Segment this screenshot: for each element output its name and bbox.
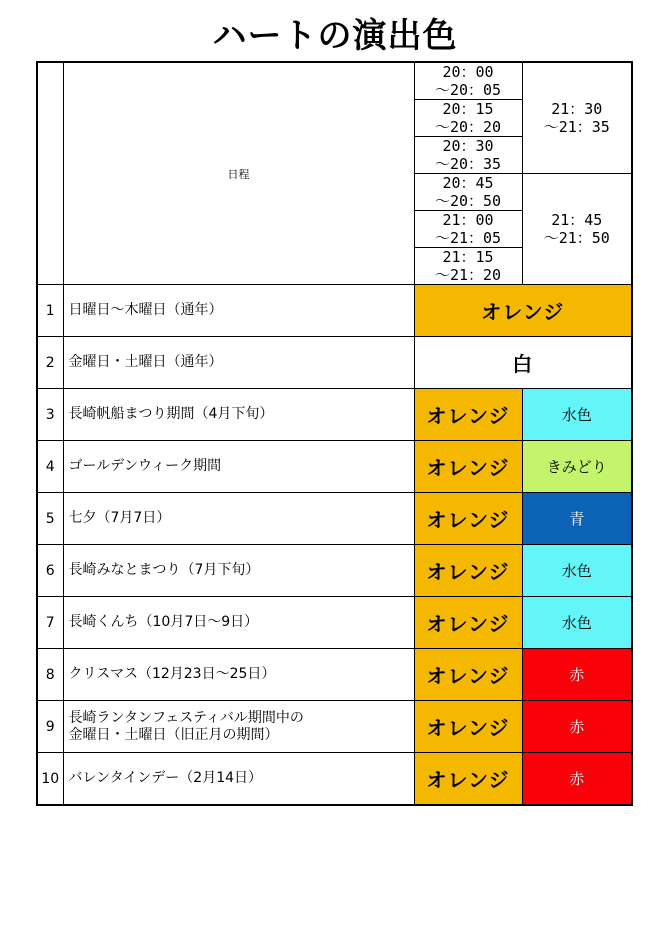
row-label: 日曜日～木曜日（通年） [63,285,414,337]
color-cell-orange: オレンジ [414,753,522,806]
color-cell-red: 赤 [522,701,632,753]
header-num-cell [37,62,63,285]
table-row [37,389,632,441]
color-cell-light-blue: 水色 [522,389,632,441]
time-slot: 21：15 ～21：20 [414,248,522,285]
row-label: 金曜日・土曜日（通年） [63,337,414,389]
table-row [37,753,632,806]
row-number: 8 [37,649,63,701]
row-number: 7 [37,597,63,649]
color-cell-red: 赤 [522,753,632,806]
table-row [37,597,632,649]
table-row [37,441,632,493]
time-slot: 20：30 ～20：35 [414,137,522,174]
row-label: ゴールデンウィーク期間 [63,441,414,493]
row-label: 長崎くんち（10月7日～9日） [63,597,414,649]
time-slot-right: 21：30 ～21：35 [522,62,632,174]
row-number: 5 [37,493,63,545]
row-label: 七夕（7月7日） [63,493,414,545]
color-cell-orange: オレンジ [414,545,522,597]
color-cell-orange: オレンジ [414,597,522,649]
color-cell-orange: オレンジ [414,285,632,337]
row-label: クリスマス（12月23日～25日） [63,649,414,701]
color-cell-blue: 青 [522,493,632,545]
time-slot: 20：45 ～20：50 [414,174,522,211]
row-label: 長崎みなとまつり（7月下旬） [63,545,414,597]
color-cell-orange: オレンジ [414,389,522,441]
color-cell-red: 赤 [522,649,632,701]
table-row [37,701,632,753]
table-row [37,493,632,545]
color-cell-orange: オレンジ [414,441,522,493]
table-row [37,545,632,597]
color-schedule-table [36,61,633,806]
color-cell-orange: オレンジ [414,701,522,753]
time-slot-right: 21：45 ～21：50 [522,174,632,285]
time-slot: 20：00 ～20：05 [414,62,522,100]
row-label: バレンタインデー（2月14日） [63,753,414,806]
time-slot: 21：00 ～21：05 [414,211,522,248]
row-number: 3 [37,389,63,441]
color-cell-white: 白 [414,337,632,389]
color-cell-orange: オレンジ [414,493,522,545]
color-cell-light-blue: 水色 [522,597,632,649]
page-title: ハートの演出色 [212,16,458,56]
row-number: 2 [37,337,63,389]
schedule-header-label: 日程 [63,62,414,285]
row-number: 10 [37,753,63,806]
table-row [37,337,632,389]
row-number: 4 [37,441,63,493]
color-cell-light-blue: 水色 [522,545,632,597]
time-slot: 20：15 ～20：20 [414,100,522,137]
table-row [37,649,632,701]
row-label: 長崎帆船まつり期間（4月下旬） [63,389,414,441]
row-number: 6 [37,545,63,597]
row-label: 長崎ランタンフェスティバル期間中の 金曜日・土曜日（旧正月の期間） [63,701,414,753]
table-row [37,285,632,337]
color-cell-yellow-green: きみどり [522,441,632,493]
row-number: 1 [37,285,63,337]
header-row [37,62,632,100]
row-number: 9 [37,701,63,753]
color-cell-orange: オレンジ [414,649,522,701]
